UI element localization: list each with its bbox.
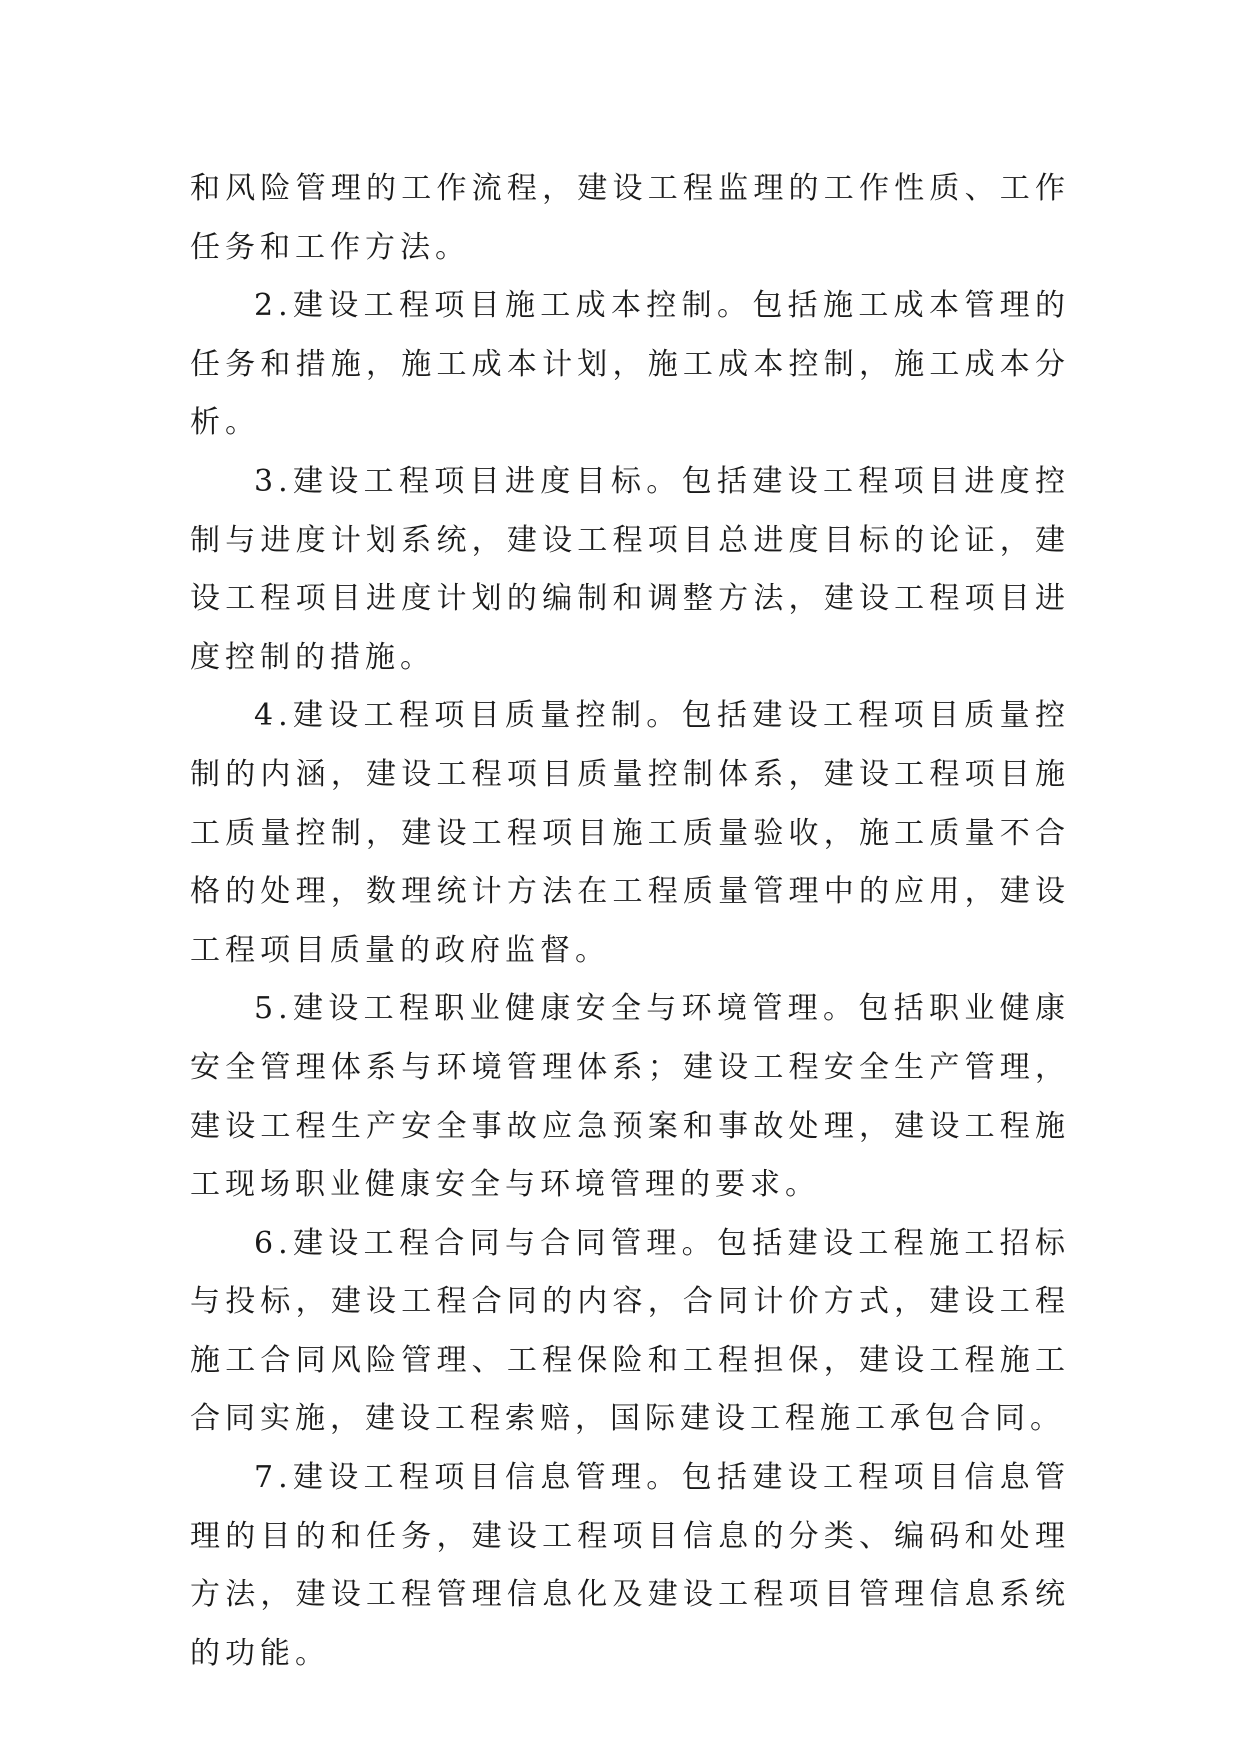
paragraph-item-6: 6.建设工程合同与合同管理。包括建设工程施工招标与投标，建设工程合同的内容，合同计价方式，建设工程施工合同风险管理、工程保险和工程担保，建设工程施工合同实施，建设工程索赔，国际建设工程施工承包合同。 — [190, 1225, 1070, 1437]
document-body — [190, 160, 1070, 1683]
paragraph-continuation: 和风险管理的工作流程，建设工程监理的工作性质、工作任务和工作方法。 — [190, 171, 1070, 265]
paragraph-item-5: 5.建设工程职业健康安全与环境管理。包括职业健康安全管理体系与环境管理体系；建设工程安全生产管理，建设工程生产安全事故应急预案和事故处理，建设工程施工现场职业健康安全与环境管理的要求。 — [190, 991, 1070, 1203]
paragraph-item-4: 4.建设工程项目质量控制。包括建设工程项目质量控制的内涵，建设工程项目质量控制体系，建设工程项目施工质量控制，建设工程项目施工质量验收，施工质量不合格的处理，数理统计方法在工程质量管理中的应用，建设工程项目质量的政府监督。 — [190, 698, 1070, 968]
paragraph-item-3: 3.建设工程项目进度目标。包括建设工程项目进度控制与进度计划系统，建设工程项目总进度目标的论证，建设工程项目进度计划的编制和调整方法，建设工程项目进度控制的措施。 — [190, 463, 1070, 675]
paragraph-item-7: 7.建设工程项目信息管理。包括建设工程项目信息管理的目的和任务，建设工程项目信息的分类、编码和处理方法，建设工程管理信息化及建设工程项目管理信息系统的功能。 — [190, 1460, 1070, 1671]
paragraph-item-2: 2.建设工程项目施工成本控制。包括施工成本管理的任务和措施，施工成本计划，施工成本控制，施工成本分析。 — [190, 288, 1070, 441]
